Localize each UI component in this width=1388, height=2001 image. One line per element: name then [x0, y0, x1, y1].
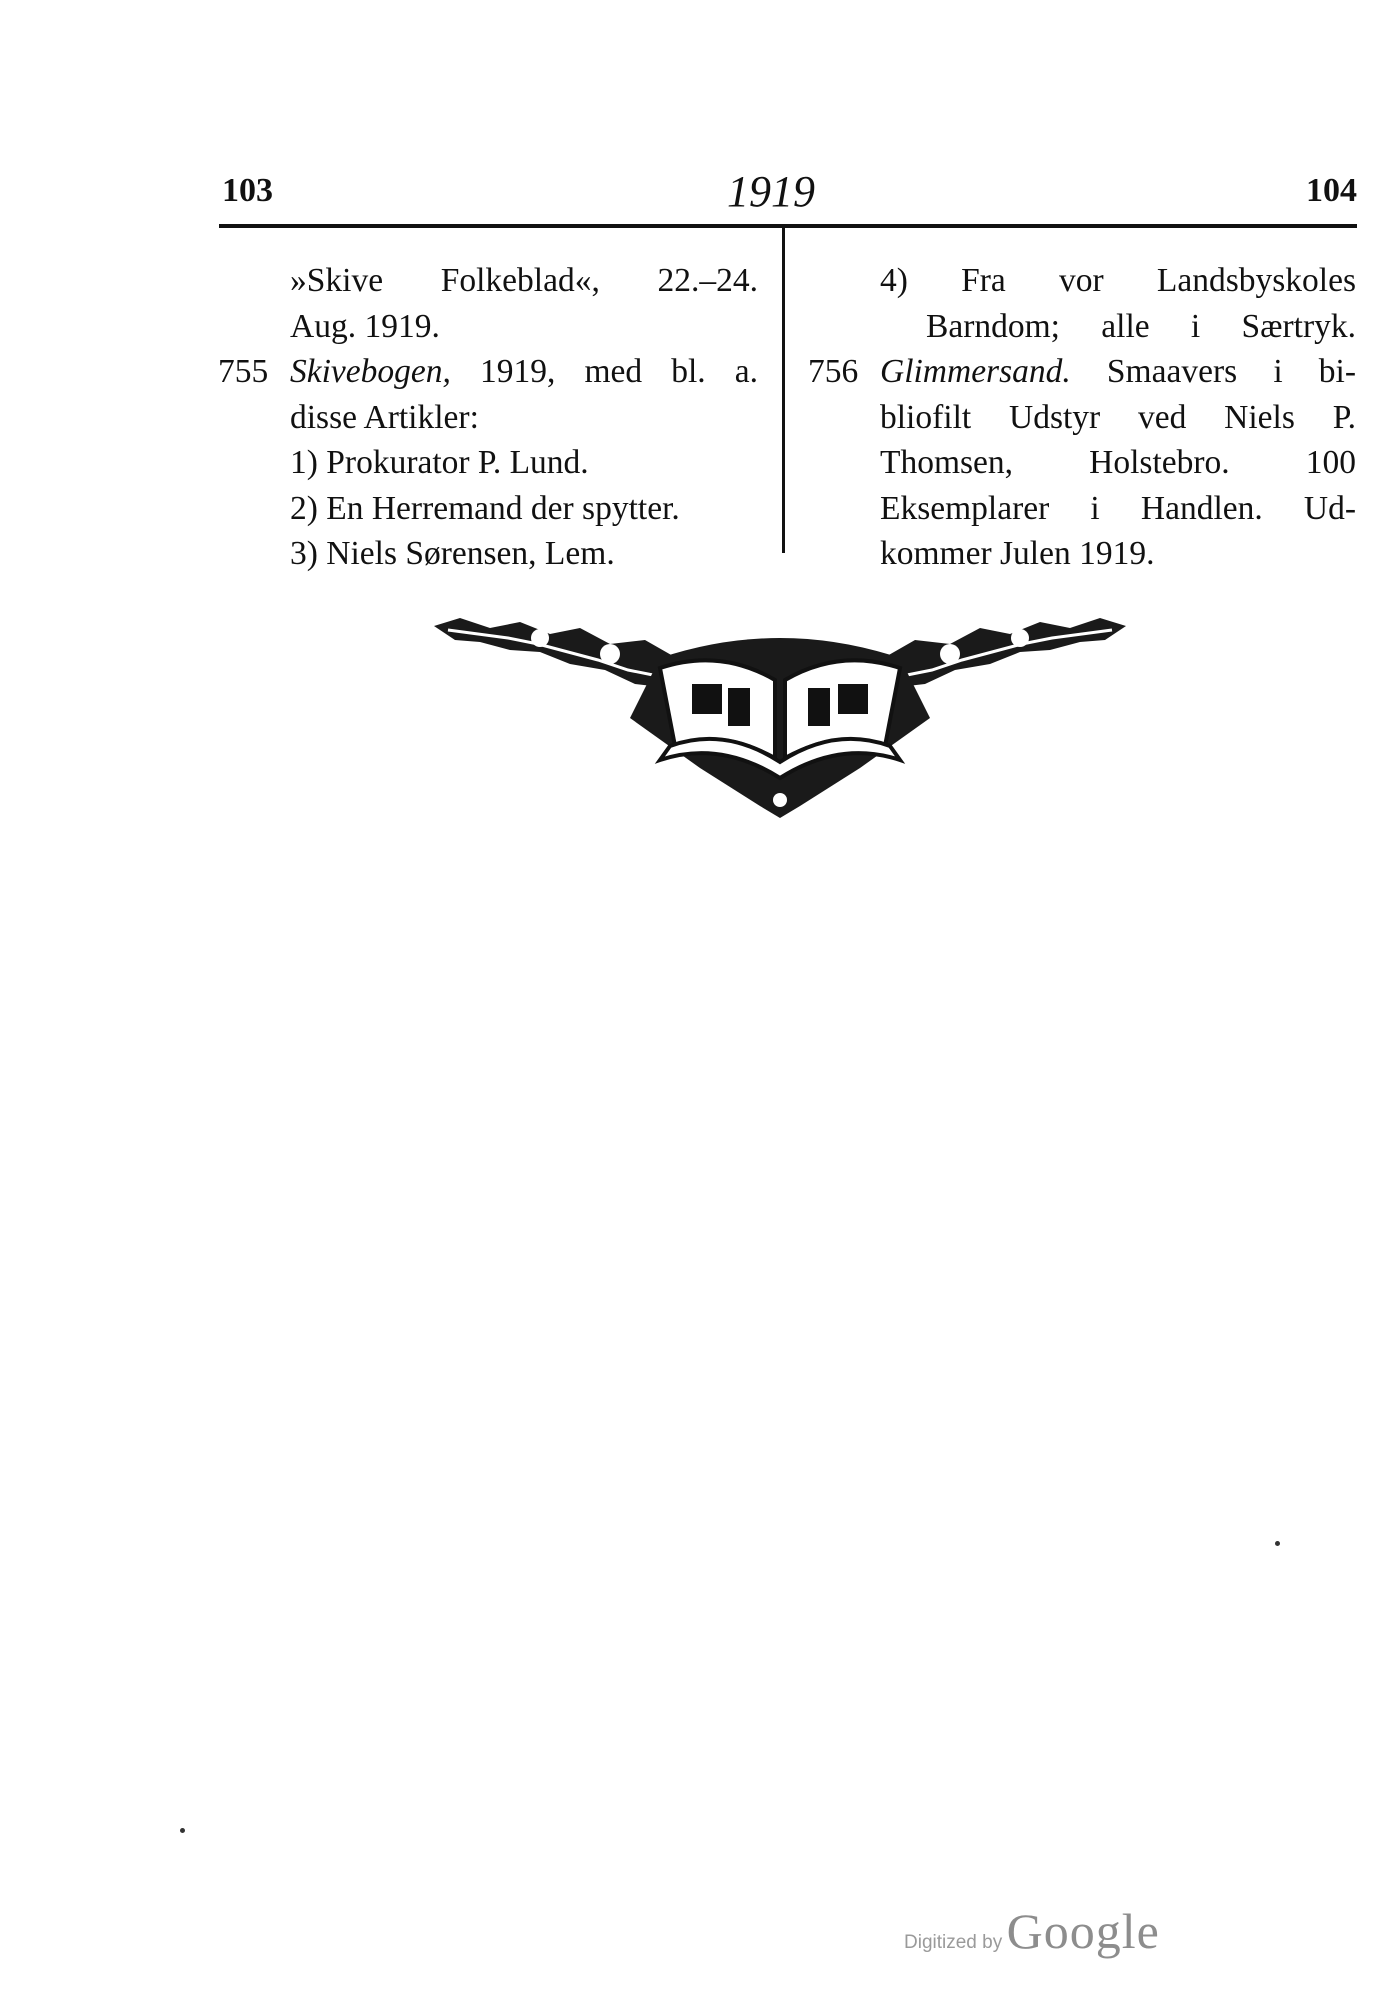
text-line: [218, 531, 758, 577]
continuation-line: »Skive Folkeblad«, 22.–24.: [290, 262, 758, 299]
text-line: [218, 486, 758, 532]
text-line: [218, 258, 758, 304]
left-column: [218, 258, 758, 577]
right-column: [808, 258, 1356, 577]
digitized-by-watermark: [904, 1902, 1160, 1960]
text-line: [808, 486, 1356, 532]
header-rule: [219, 224, 1357, 228]
digitized-by-label: Digitized by: [904, 1932, 1003, 1953]
entry-text: Smaavers i bi-: [1070, 353, 1356, 390]
text-line: [808, 304, 1356, 350]
column-divider: [782, 226, 785, 553]
text-line: [218, 395, 758, 441]
entry-756: [808, 349, 1356, 395]
article-item: 4) Fra vor Landsbyskoles: [880, 262, 1356, 299]
page-number-left: 103: [222, 172, 273, 209]
entry-text: 1919, med bl. a.: [450, 353, 758, 390]
entry-first-line: [880, 349, 1356, 395]
entry-title: Glimmersand.: [880, 353, 1071, 390]
entry-text: disse Artikler:: [290, 398, 479, 436]
continuation-line: Aug. 1919.: [290, 307, 440, 345]
entry-text: Thomsen, Holstebro. 100: [880, 444, 1356, 481]
entry-text: kommer Julen 1919.: [880, 535, 1155, 572]
article-item: 2) En Herremand der spytter.: [290, 489, 680, 527]
open-book-ornament-icon: [430, 588, 1130, 820]
text-line: [808, 395, 1356, 441]
entry-text: Eksemplarer i Handlen. Ud-: [880, 489, 1356, 527]
entry-number: 755: [218, 353, 269, 390]
text-line: [218, 440, 758, 486]
text-line: [808, 440, 1356, 486]
scan-speck: [1275, 1541, 1280, 1546]
entry-first-line: [290, 349, 758, 395]
text-line: [218, 304, 758, 350]
article-item: 3) Niels Sørensen, Lem.: [290, 535, 615, 572]
page-year-heading: 1919: [727, 167, 815, 216]
text-line: [808, 258, 1356, 304]
scan-speck: [180, 1828, 185, 1833]
article-item: Barndom; alle i Særtryk.: [926, 307, 1356, 345]
entry-755: [218, 349, 758, 395]
article-item: 1) Prokurator P. Lund.: [290, 444, 589, 481]
google-logo: Google: [1006, 1903, 1160, 1959]
entry-text: bliofilt Udstyr ved Niels P.: [880, 398, 1356, 436]
page-number-right: 104: [1306, 172, 1357, 209]
entry-number: 756: [808, 353, 859, 390]
text-line: [808, 531, 1356, 577]
entry-title: Skivebogen,: [290, 353, 451, 390]
